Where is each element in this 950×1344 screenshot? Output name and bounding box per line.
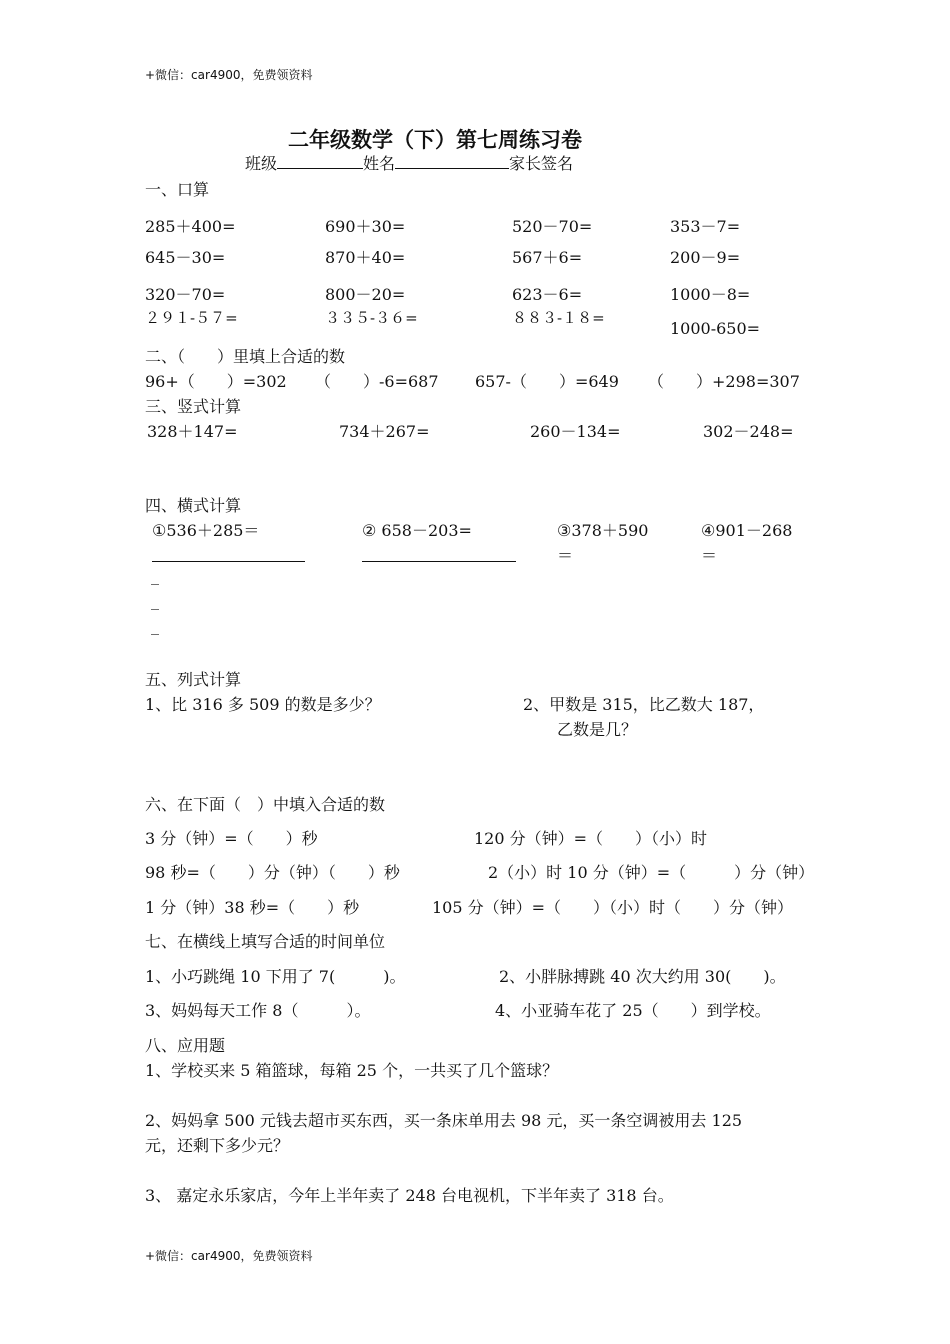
info-line [245,151,573,174]
page-footer: +微信：car4900，免费领资料 [145,1249,313,1263]
s1-r2-c3: 1000－8= [670,285,751,304]
s7-heading: 七、在横线上填写合适的时间单位 [145,932,386,951]
s4-dash-2: _ [151,591,159,610]
s4-item-2: ② 658－203= [362,521,472,540]
s2-item-3: 657-（ ）=649 [475,372,619,391]
s4-heading: 四、横式计算 [145,496,242,515]
s6-r0-right: 120 分（钟）=（ ）（小）时 [474,829,708,848]
s4-item-1: ①536＋285＝ [152,521,260,540]
s1-r2-c2: 623－6= [512,285,583,304]
s3-item-2: 734＋267= [339,422,430,441]
s3-item-1: 328＋147= [147,422,238,441]
page-header: +微信：car4900，免费领资料 [145,68,313,82]
s8-question-2b: 元，还剩下多少元？ [145,1136,290,1155]
s1-heading: 一、口算 [145,180,210,199]
name-label: 姓名 [363,154,396,173]
s1-r3-c3: 1000-650= [670,319,761,338]
s6-r0-left: 3 分（钟）=（ ）秒 [145,829,318,848]
s4-item-4: ④901－268 [701,521,793,540]
name-blank[interactable] [395,152,509,169]
s6-r2-left: 1 分（钟）38 秒=（ ）秒 [145,898,360,917]
s7-item-4: 4、小亚骑车花了 25（ ）到学校。 [495,1001,771,1020]
s6-r2-right: 105 分（钟）=（ ）（小）时（ ）分（钟） [432,898,794,917]
s1-r1-c0: 645－30= [145,248,226,267]
s1-r0-c3: 353－7= [670,217,741,236]
s6-heading: 六、在下面（ ）中填入合适的数 [145,795,386,814]
s1-r2-c1: 800－20= [325,285,406,304]
s1-r0-c1: 690＋30= [325,217,406,236]
s5-question-2a: 2、甲数是 315，比乙数大 187， [523,695,765,714]
s1-r0-c2: 520－70= [512,217,593,236]
s1-r1-c3: 200－9= [670,248,741,267]
s4-equals-3: ＝ [557,546,574,565]
s3-heading: 三、竖式计算 [145,397,242,416]
s8-heading: 八、应用题 [145,1036,226,1055]
s7-item-2: 2、小胖脉搏跳 40 次大约用 30( )。 [499,967,786,986]
s7-item-1: 1、小巧跳绳 10 下用了 7( )。 [145,967,406,986]
s4-equals-4: ＝ [701,546,718,565]
page-title: 二年级数学（下）第七周练习卷 [288,127,582,152]
s7-item-3: 3、妈妈每天工作 8（ ）。 [145,1001,371,1020]
s8-question-2a: 2、妈妈拿 500 元钱去超市买东西，买一条床单用去 98 元，买一条空调被用去 125 [145,1111,743,1130]
s1-r3-c2: ８８３-１８= [512,309,605,327]
class-blank[interactable] [277,152,363,169]
s1-r1-c2: 567＋6= [512,248,583,267]
s6-r1-left: 98 秒=（ ）分（钟）（ ）秒 [145,863,400,882]
s1-r3-c1: ３３５-３６= [325,309,418,327]
s2-heading: 二、（ ）里填上合适的数 [145,347,346,366]
parent-sign-label: 家长签名 [509,154,574,173]
s1-r3-c0: ２９１-５７= [145,309,238,327]
s5-question-2b: 乙数是几？ [557,720,638,739]
s4-answer-line-1[interactable] [152,561,305,562]
s2-item-2: （ ）-6=687 [315,372,439,391]
s2-item-1: 96+（ ）=302 [145,372,287,391]
s4-dash-3: _ [151,616,159,635]
class-label: 班级 [245,154,278,173]
s4-item-3: ③378＋590 [557,521,649,540]
s1-r1-c1: 870＋40= [325,248,406,267]
s2-item-4: （ ）+298=307 [648,372,800,391]
s5-question-1: 1、比 316 多 509 的数是多少？ [145,695,381,714]
s1-r2-c0: 320－70= [145,285,226,304]
s3-item-3: 260－134= [530,422,621,441]
s6-r1-right: 2（小）时 10 分（钟）=（ ）分（钟） [488,863,815,882]
s8-question-3: 3、 嘉定永乐家店，今年上半年卖了 248 台电视机，下半年卖了 318 台。 [145,1186,674,1205]
s8-question-1: 1、学校买来 5 箱篮球，每箱 25 个，一共买了几个篮球？ [145,1061,559,1080]
s5-heading: 五、列式计算 [145,670,242,689]
s3-item-4: 302－248= [703,422,794,441]
s4-dash-1: _ [151,566,159,585]
s1-r0-c0: 285＋400= [145,217,236,236]
s4-answer-line-2[interactable] [362,561,516,562]
